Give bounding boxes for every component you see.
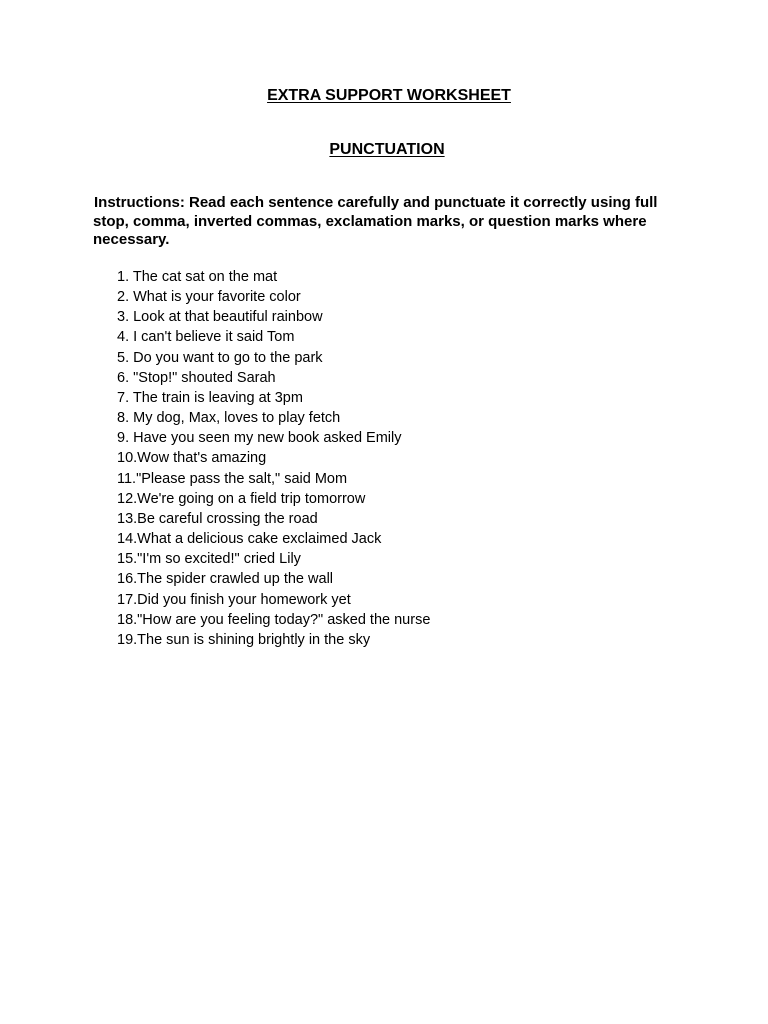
sentence-item: 16.The spider crawled up the wall [117,571,334,588]
sentence-item: 18."How are you feeling today?" asked the nurse [117,611,431,628]
sentence-item: 1. The cat sat on the mat [117,269,278,285]
sentence-item: 12.We're going on a field trip tomorrow [117,490,366,507]
worksheet-subtitle: PUNCTUATION [329,141,445,158]
sentence-item: 10.Wow that's amazing [117,450,267,467]
sentence-item: 6. "Stop!" shouted Sarah [117,369,276,386]
instructions-text: Instructions: Read each sentence carefully and punctuate it correctly using full stop, comma, inverted commas, exclamation marks, or question marks where necessary. [93,194,658,248]
sentence-item: 2. What is your favorite color [117,289,301,306]
worksheet-title: EXTRA SUPPORT WORKSHEET [267,87,511,104]
sentence-item: 15."I'm so excited!" cried Lily [117,551,301,568]
sentence-item: 14.What a delicious cake exclaimed Jack [117,531,382,548]
sentence-item: 17.Did you finish your homework yet [117,591,351,608]
sentence-item: 3. Look at that beautiful rainbow [117,309,323,326]
sentence-item: 5. Do you want to go to the park [117,349,323,366]
sentence-item: 4. I can't believe it said Tom [117,329,295,346]
sentence-item: 9. Have you seen my new book asked Emily [117,430,402,447]
sentence-item: 13.Be careful crossing the road [117,510,318,527]
sentence-list [117,267,430,650]
sentence-item: 11."Please pass the salt," said Mom [117,470,348,487]
sentence-item: 7. The train is leaving at 3pm [117,389,303,406]
sentence-item: 8. My dog, Max, loves to play fetch [117,410,341,427]
sentence-item: 19.The sun is shining brightly in the sky [117,631,371,648]
